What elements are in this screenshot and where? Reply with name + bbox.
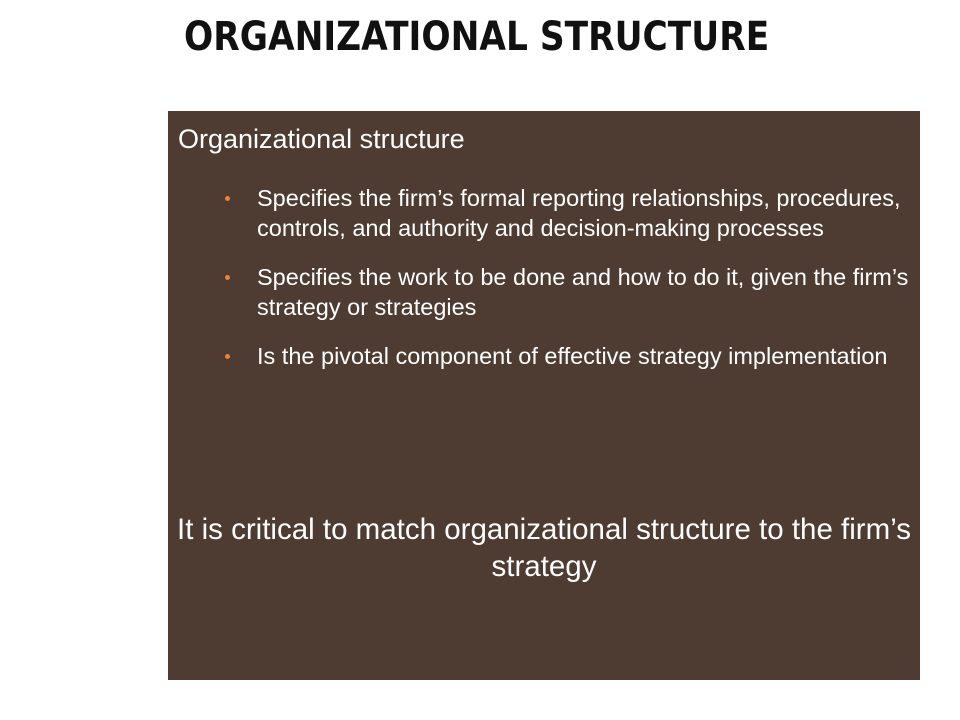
bullet-text: Specifies the work to be done and how to do it, given the firm’s strategy or strategies [257,264,909,320]
callout-statement: It is critical to match organizational structure to the firm’s strategy [177,513,911,583]
bullet-dot-icon [225,275,230,280]
callout-text [168,511,920,585]
bullet-text: Is the pivotal component of effective strategy implementation [257,343,888,369]
bullet-item-pivotal-component [168,341,920,371]
bullet-list [168,183,920,390]
bullet-dot-icon [225,196,230,201]
bullet-text: Specifies the firm’s formal reporting relationships, procedures, controls, and authority and decision-making processes [257,185,901,241]
bullet-item-work-to-be-done [168,262,920,322]
bullet-dot-icon [225,354,230,359]
section-heading: Organizational structure [178,124,465,154]
slide-title: ORGANIZATIONAL STRUCTURE [184,14,770,60]
content-panel [168,111,920,680]
bullet-item-formal-reporting [168,183,920,243]
